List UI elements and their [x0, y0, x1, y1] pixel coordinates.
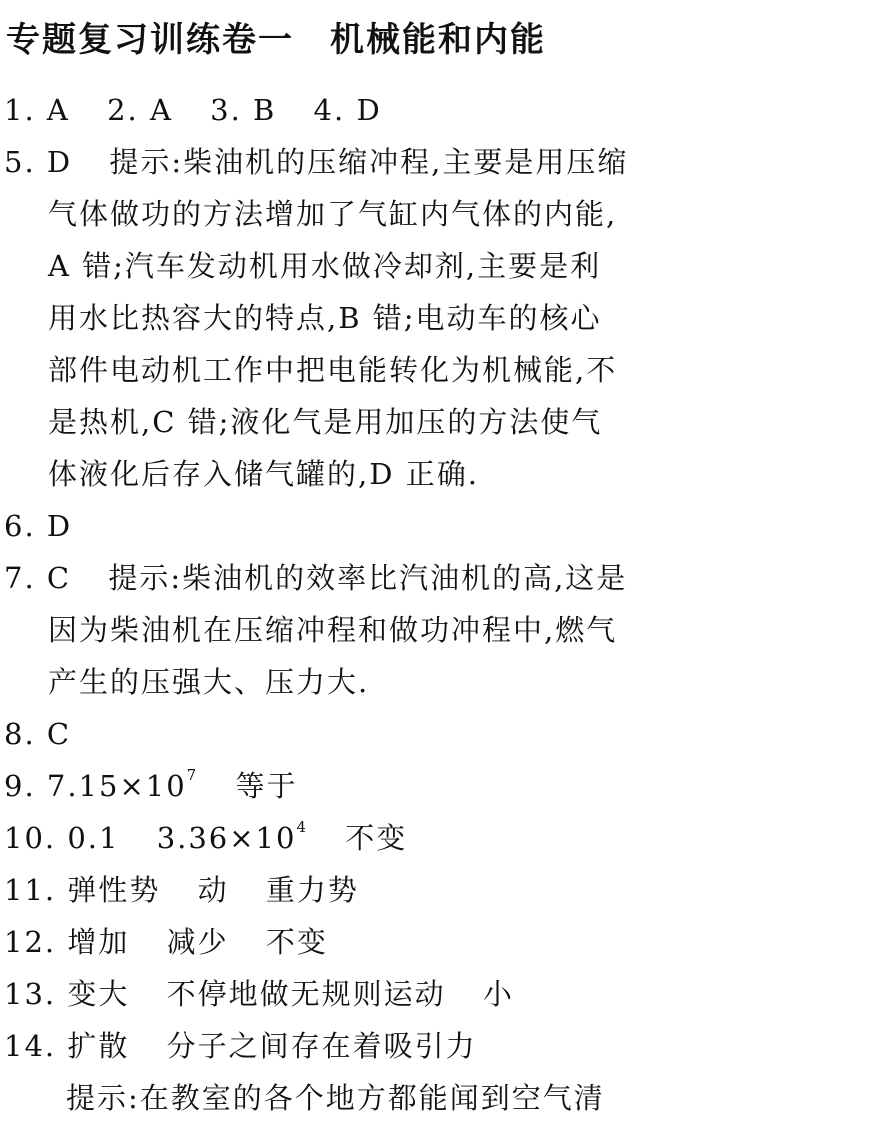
- hint-line: 产生的压强大、压力大.: [48, 665, 370, 699]
- answer-value: 扩散: [67, 1029, 130, 1063]
- question-number: 14.: [4, 1029, 57, 1063]
- answer-value: B: [253, 93, 277, 127]
- hint-line: 提示:在教室的各个地方都能闻到空气清: [66, 1081, 605, 1115]
- hint-line: A 错;汽车发动机用水做冷却剂,主要是利: [48, 249, 602, 283]
- question-number: 5.: [4, 145, 36, 179]
- answer-row-5: [4, 144, 628, 180]
- question-number: 1.: [4, 93, 36, 127]
- question-number: 4.: [313, 93, 346, 127]
- answer-value: C: [46, 717, 72, 751]
- answer-row-14: [4, 1028, 477, 1064]
- hint-text: 提示:柴油机的压缩冲程,主要是用压缩: [109, 145, 629, 179]
- answer-row-12: [4, 924, 328, 960]
- title-sub: 机械能和内能: [330, 20, 546, 60]
- question-number: 3.: [210, 93, 242, 127]
- answer-value: D: [46, 145, 73, 179]
- answer-row-13: [4, 976, 514, 1012]
- answer-value: 小: [482, 977, 514, 1011]
- answer-value: C: [46, 561, 72, 595]
- title-main: 专题复习训练卷一: [6, 20, 294, 60]
- question-number: 7.: [4, 561, 36, 595]
- answer-row-7: [4, 560, 627, 596]
- answer-value: 重力势: [265, 873, 359, 907]
- answer-value: 分子之间存在着吸引力: [166, 1029, 477, 1063]
- answer-value: A: [149, 93, 173, 127]
- question-number: 11.: [4, 873, 57, 907]
- answer-value: D: [46, 509, 73, 543]
- answer-value: A: [46, 93, 70, 127]
- question-number: 13.: [4, 977, 57, 1011]
- answer-value: [46, 766, 199, 803]
- answer-value: 不变: [345, 821, 408, 855]
- hint-text: 提示:柴油机的效率比汽油机的高,这是: [108, 561, 628, 595]
- sci-exponent: 4: [296, 818, 309, 836]
- hint-line: 体液化后存入储气罐的,D 正确.: [48, 457, 479, 491]
- hint-line: 是热机,C 错;液化气是用加压的方法使气: [48, 405, 603, 439]
- sci-base: 7.15×10: [46, 769, 187, 803]
- hint-line: 部件电动机工作中把电能转化为机械能,不: [48, 353, 618, 387]
- answer-value: 不变: [265, 925, 328, 959]
- question-number: 9.: [4, 769, 36, 803]
- answer-value: 减少: [166, 925, 229, 959]
- question-number: 2.: [107, 93, 139, 127]
- answer-row-1-4: [4, 92, 382, 128]
- answer-value: 弹性势: [67, 873, 161, 907]
- answer-value: 动: [197, 873, 229, 907]
- question-number: 6.: [4, 509, 36, 543]
- answer-value: 变大: [67, 977, 130, 1011]
- answer-value: 增加: [67, 925, 130, 959]
- question-number: 10.: [4, 821, 57, 855]
- answer-row-10: [4, 820, 407, 856]
- hint-line: 因为柴油机在压缩冲程和做功冲程中,燃气: [48, 613, 618, 647]
- sci-base: 3.36×10: [156, 821, 297, 855]
- answer-value: 不停地做无规则运动: [166, 977, 446, 1011]
- sci-exponent: 7: [186, 766, 199, 784]
- answer-row-11: [4, 872, 359, 908]
- question-number: 8.: [4, 717, 36, 751]
- answer-value: D: [356, 93, 382, 127]
- hint-line: 气体做功的方法增加了气缸内气体的内能,: [48, 197, 618, 231]
- question-number: 12.: [4, 925, 57, 959]
- answer-row-9: [4, 768, 297, 804]
- answer-value: [156, 818, 309, 855]
- page-title: [6, 12, 546, 61]
- answer-row-8: [4, 716, 71, 752]
- answer-row-6: [4, 508, 72, 544]
- answer-value: 等于: [235, 769, 298, 803]
- hint-line: 用水比热容大的特点,B 错;电动车的核心: [48, 301, 602, 335]
- answer-value: 0.1: [67, 821, 120, 855]
